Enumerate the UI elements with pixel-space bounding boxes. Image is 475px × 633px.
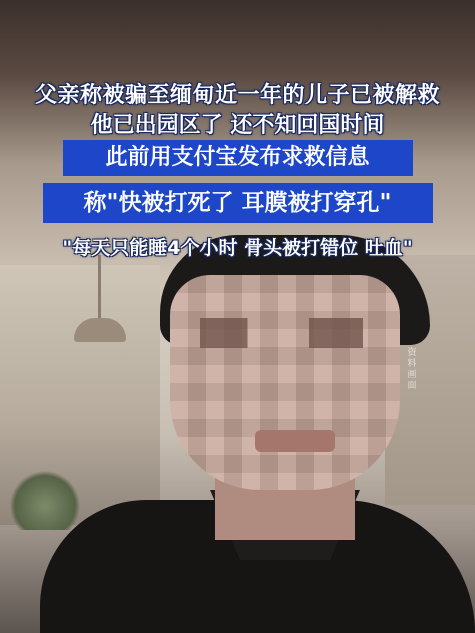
lamp-shade <box>74 318 126 342</box>
caption-line-1: 父亲称被骗至缅甸近一年的儿子已被解救 <box>34 83 440 108</box>
lamp-stem <box>98 255 101 325</box>
plant <box>10 470 80 530</box>
caption-line-2: 他已出园区了 还不知回国时间 <box>90 113 385 138</box>
caption-box-2: 称"快被打死了 耳膜被打穿孔" <box>43 183 433 223</box>
pixelated-eyes <box>200 318 370 348</box>
pixelated-mouth <box>255 430 335 452</box>
caption-quote: "每天只能睡4个小时 骨头被打错位 吐血" <box>62 237 413 259</box>
archive-footage-watermark: 资 料 画 面 <box>407 348 417 391</box>
pixelated-face <box>170 275 400 490</box>
caption-box-1: 此前用支付宝发布求救信息 <box>63 140 413 176</box>
